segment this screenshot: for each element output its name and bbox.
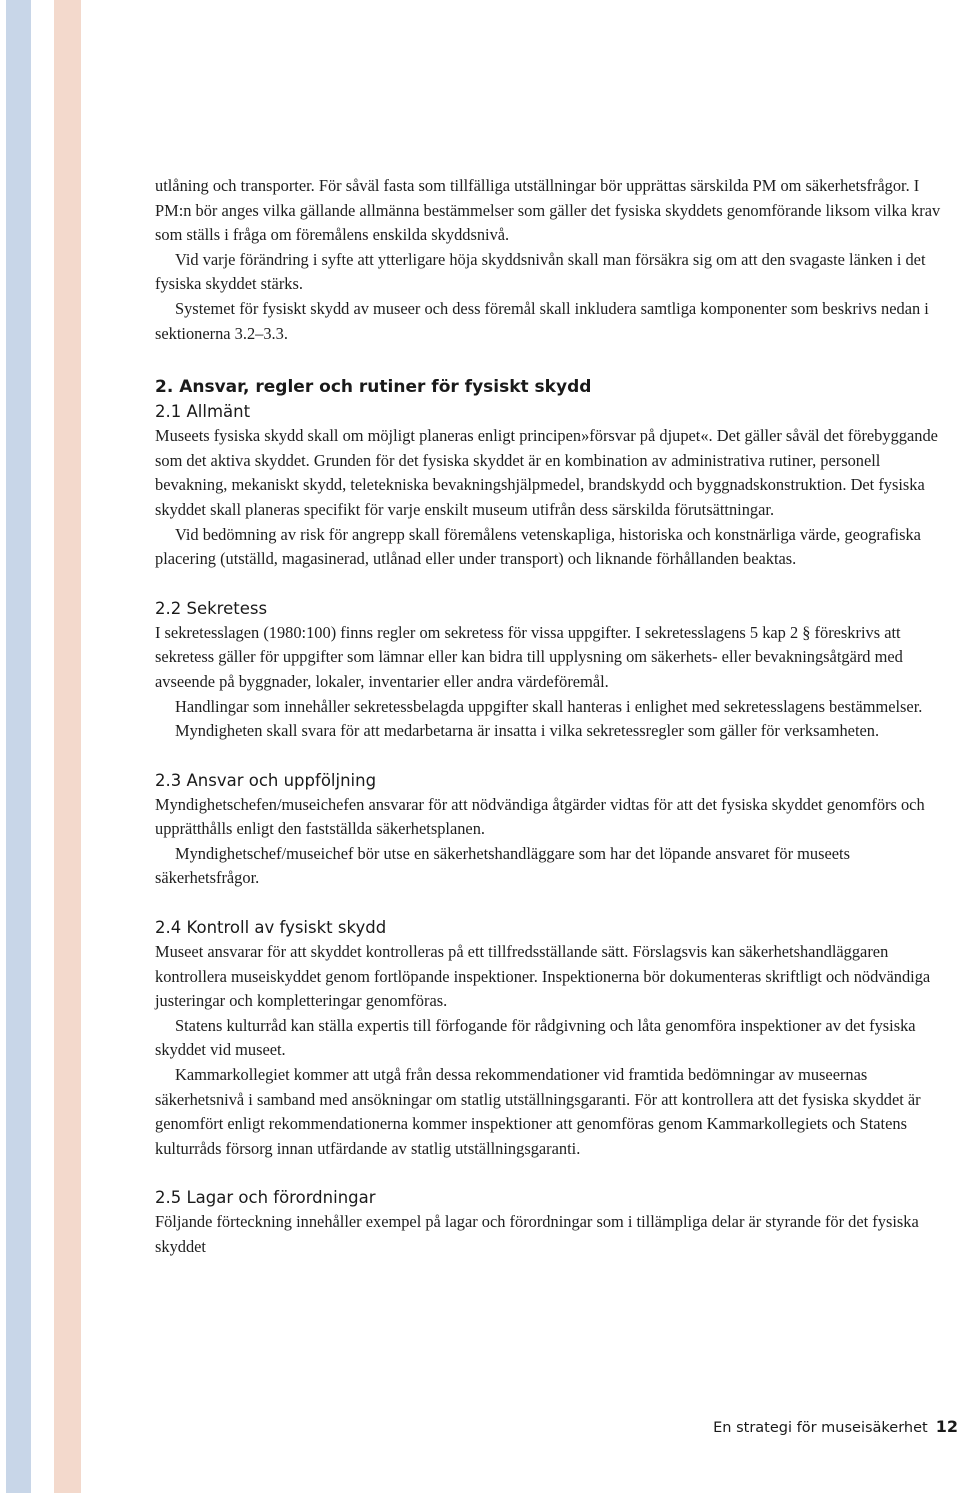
intro-paragraph-3: Systemet för fysiskt skydd av museer och dess föremål skall inkludera samtliga komponenter som beskrivs nedan i sektionerna 3.2–3.3. xyxy=(155,298,929,343)
footer-title: En strategi för museisäkerhet xyxy=(713,1420,928,1436)
section-2-2-paragraph-2: Handlingar som innehåller sekretessbelagda uppgifter skall hanteras i enlighet med sekretesslagens bestämmelser. xyxy=(175,696,923,716)
section-2-4-paragraph-3: Kammarkollegiet kommer att utgå från dessa rekommendationer vid framtida bedömningar av museernas säkerhetsnivå i samband med ansökningar om statlig utställningsgaranti. För att kontrollera att det fysiska skyddet är genomfört enligt rekommendationerna kommer inspektioner att genomföras genom Kammarkollegiets och Statens kulturråds försorg innan utfärdande av statlig utställningsgaranti. xyxy=(155,1065,921,1158)
section-2-1-paragraph-2: Vid bedömning av risk för angrepp skall föremålens vetenskapliga, historiska och konstnärliga värde, geografiska placering (utställd, magasinerad, utlånad eller under transport) och liknande förhållanden beaktas. xyxy=(155,524,921,569)
section-2-4-heading: 2.4 Kontroll av fysiskt skydd xyxy=(155,918,387,938)
section-2-1-heading: 2.1 Allmänt xyxy=(155,402,251,422)
decorative-stripe-blue xyxy=(6,0,31,1493)
section-2-5-paragraph-1: Följande förteckning innehåller exempel på lagar och förordningar som i tillämpliga delar är styrande för det fysiska skyddet xyxy=(155,1212,919,1256)
decorative-stripe-pink xyxy=(54,0,81,1493)
section-2-2-paragraph-1: I sekretesslagen (1980:100) finns regler om sekretess för vissa uppgifter. I sekretesslagens 5 kap 2 § föreskrivs att sekretess gäller för uppgifter som lämnar eller kan bidra till upplysning om säkerhets- eller bevakningsåtgärd med avseende på byggnader, lokaler, inventarier eller andra värdeföremål. xyxy=(155,622,903,691)
intro-paragraph-2: Vid varje förändring i syfte att ytterligare höja skyddsnivån skall man försäkra sig om att den svagaste länken i det fysiska skyddet stärks. xyxy=(155,249,926,294)
section-2-heading: 2. Ansvar, regler och rutiner för fysiskt skydd xyxy=(155,377,592,398)
section-2-3-heading: 2.3 Ansvar och uppföljning xyxy=(155,770,377,790)
section-2-2-heading: 2.2 Sekretess xyxy=(155,598,268,618)
page-number: 12 xyxy=(935,1417,958,1436)
intro-paragraph-1: utlåning och transporter. För såväl fasta som tillfälliga utställningar bör upprättas särskilda PM om säkerhetsfrågor. I PM:n bör anges vilka gällande allmänna bestämmelser som gäller det fysiska skyddets genomförande liksom vilka krav som ställs i fråga om föremålens enskilda skyddsnivå. xyxy=(155,176,941,245)
page-footer xyxy=(713,1417,958,1436)
page-body xyxy=(155,174,945,1260)
section-2-3-paragraph-1: Myndighetschefen/museichefen ansvarar för att nödvändiga åtgärder vidtas för att det fysiska skyddet genomförs och upprätthålls enligt den fastställda säkerhetsplanen. xyxy=(155,794,925,839)
section-2-4-paragraph-1: Museet ansvarar för att skyddet kontrolleras på ett tillfredsställande sätt. Förslagsvis kan säkerhetshandläggaren kontrollera museiskyddet genom fortlöpande inspektioner. Inspektionerna bör dokumenteras skriftligt och nödvändiga justeringar och kompletteringar genomföras. xyxy=(155,942,931,1011)
section-2-3-paragraph-2: Myndighetschef/museichef bör utse en säkerhetshandläggare som har det löpande ansvaret för museets säkerhetsfrågor. xyxy=(155,843,850,888)
section-2-5-heading: 2.5 Lagar och förordningar xyxy=(155,1188,376,1208)
section-2-4-paragraph-2: Statens kulturråd kan ställa expertis till förfogande för rådgivning och låta genomföra inspektioner av det fysiska skyddet vid museet. xyxy=(155,1015,916,1060)
section-2-2-paragraph-3: Myndigheten skall svara för att medarbetarna är insatta i vilka sekretessregler som gäller för verksamheten. xyxy=(175,721,880,741)
section-2-1-paragraph-1: Museets fysiska skydd skall om möjligt planeras enligt principen»försvar på djupet«. Det gäller såväl det förebyggande som det aktiva skyddet. Grunden för det fysiska skyddet är en kombination av administrativa rutiner, personell bevakning, mekaniskt skydd, teletekniska bevakningshjälpmedel, brandskydd och byggnadskonstruktion. Det fysiska skyddet skall planeras specifikt för varje enskilt museum utifrån dess särskilda förutsättningar. xyxy=(155,426,938,519)
